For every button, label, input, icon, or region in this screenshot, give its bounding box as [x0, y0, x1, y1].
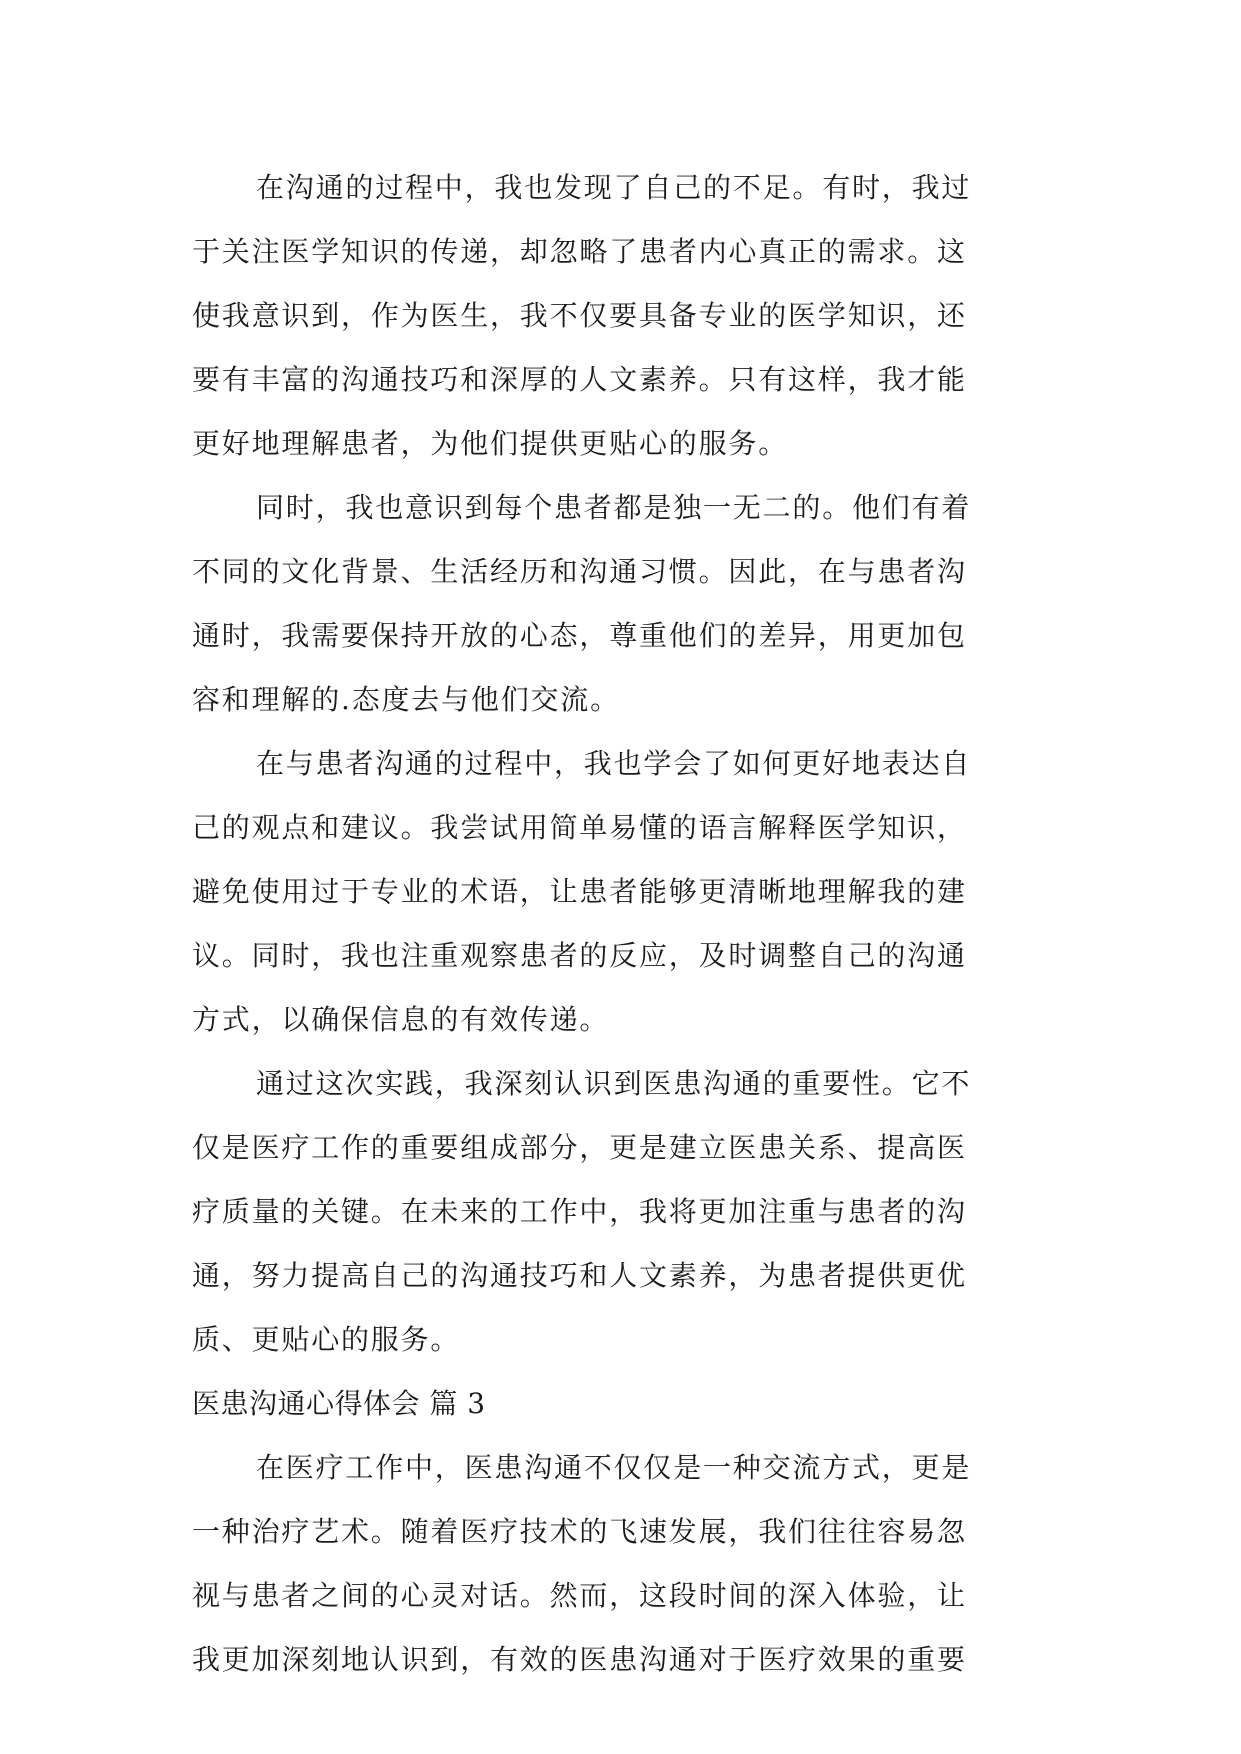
- text-line: 一种治疗艺术。随着医疗技术的飞速发展，我们往往容易忽: [192, 1515, 967, 1548]
- text-line: 仅是医疗工作的重要组成部分，更是建立医患关系、提高医: [192, 1131, 967, 1164]
- section-heading: 医患沟通心得体会 篇 3: [192, 1387, 486, 1420]
- text-line: 我更加深刻地认识到，有效的医患沟通对于医疗效果的重要: [192, 1643, 967, 1676]
- text-line: 避免使用过于专业的术语，让患者能够更清晰地理解我的建: [192, 875, 967, 908]
- text-line: 疗质量的关键。在未来的工作中，我将更加注重与患者的沟: [192, 1195, 967, 1228]
- text-line: 通过这次实践，我深刻认识到医患沟通的重要性。它不: [256, 1067, 972, 1100]
- paragraph-5: [192, 1436, 1054, 1692]
- text-line: 方式，以确保信息的有效传递。: [192, 1003, 610, 1036]
- document-body: [192, 156, 1054, 1692]
- text-line: 在医疗工作中，医患沟通不仅仅是一种交流方式，更是: [256, 1451, 972, 1484]
- text-line: 质、更贴心的服务。: [192, 1323, 461, 1356]
- text-line: 议。同时，我也注重观察患者的反应，及时调整自己的沟通: [192, 939, 967, 972]
- text-line: 己的观点和建议。我尝试用简单易懂的语言解释医学知识，: [192, 811, 967, 844]
- paragraph-4: [192, 1052, 1054, 1372]
- paragraph-2: [192, 476, 1054, 732]
- text-line: 同时，我也意识到每个患者都是独一无二的。他们有着: [256, 491, 972, 524]
- text-line: 视与患者之间的心灵对话。然而，这段时间的深入体验，让: [192, 1579, 967, 1612]
- text-line: 在与患者沟通的过程中，我也学会了如何更好地表达自: [256, 747, 972, 780]
- text-line: 要有丰富的沟通技巧和深厚的人文素养。只有这样，我才能: [192, 363, 967, 396]
- text-line: 容和理解的.态度去与他们交流。: [192, 683, 620, 716]
- text-line: 不同的文化背景、生活经历和沟通习惯。因此，在与患者沟: [192, 555, 967, 588]
- text-line: 于关注医学知识的传递，却忽略了患者内心真正的需求。这: [192, 235, 967, 268]
- text-line: 使我意识到，作为医生，我不仅要具备专业的医学知识，还: [192, 299, 967, 332]
- paragraph-3: [192, 732, 1054, 1052]
- text-line: 更好地理解患者，为他们提供更贴心的服务。: [192, 427, 789, 460]
- text-line: 在沟通的过程中，我也发现了自己的不足。有时，我过: [256, 171, 972, 204]
- text-line: 通时，我需要保持开放的心态，尊重他们的差异，用更加包: [192, 619, 967, 652]
- paragraph-1: [192, 156, 1054, 476]
- text-line: 通，努力提高自己的沟通技巧和人文素养，为患者提供更优: [192, 1259, 967, 1292]
